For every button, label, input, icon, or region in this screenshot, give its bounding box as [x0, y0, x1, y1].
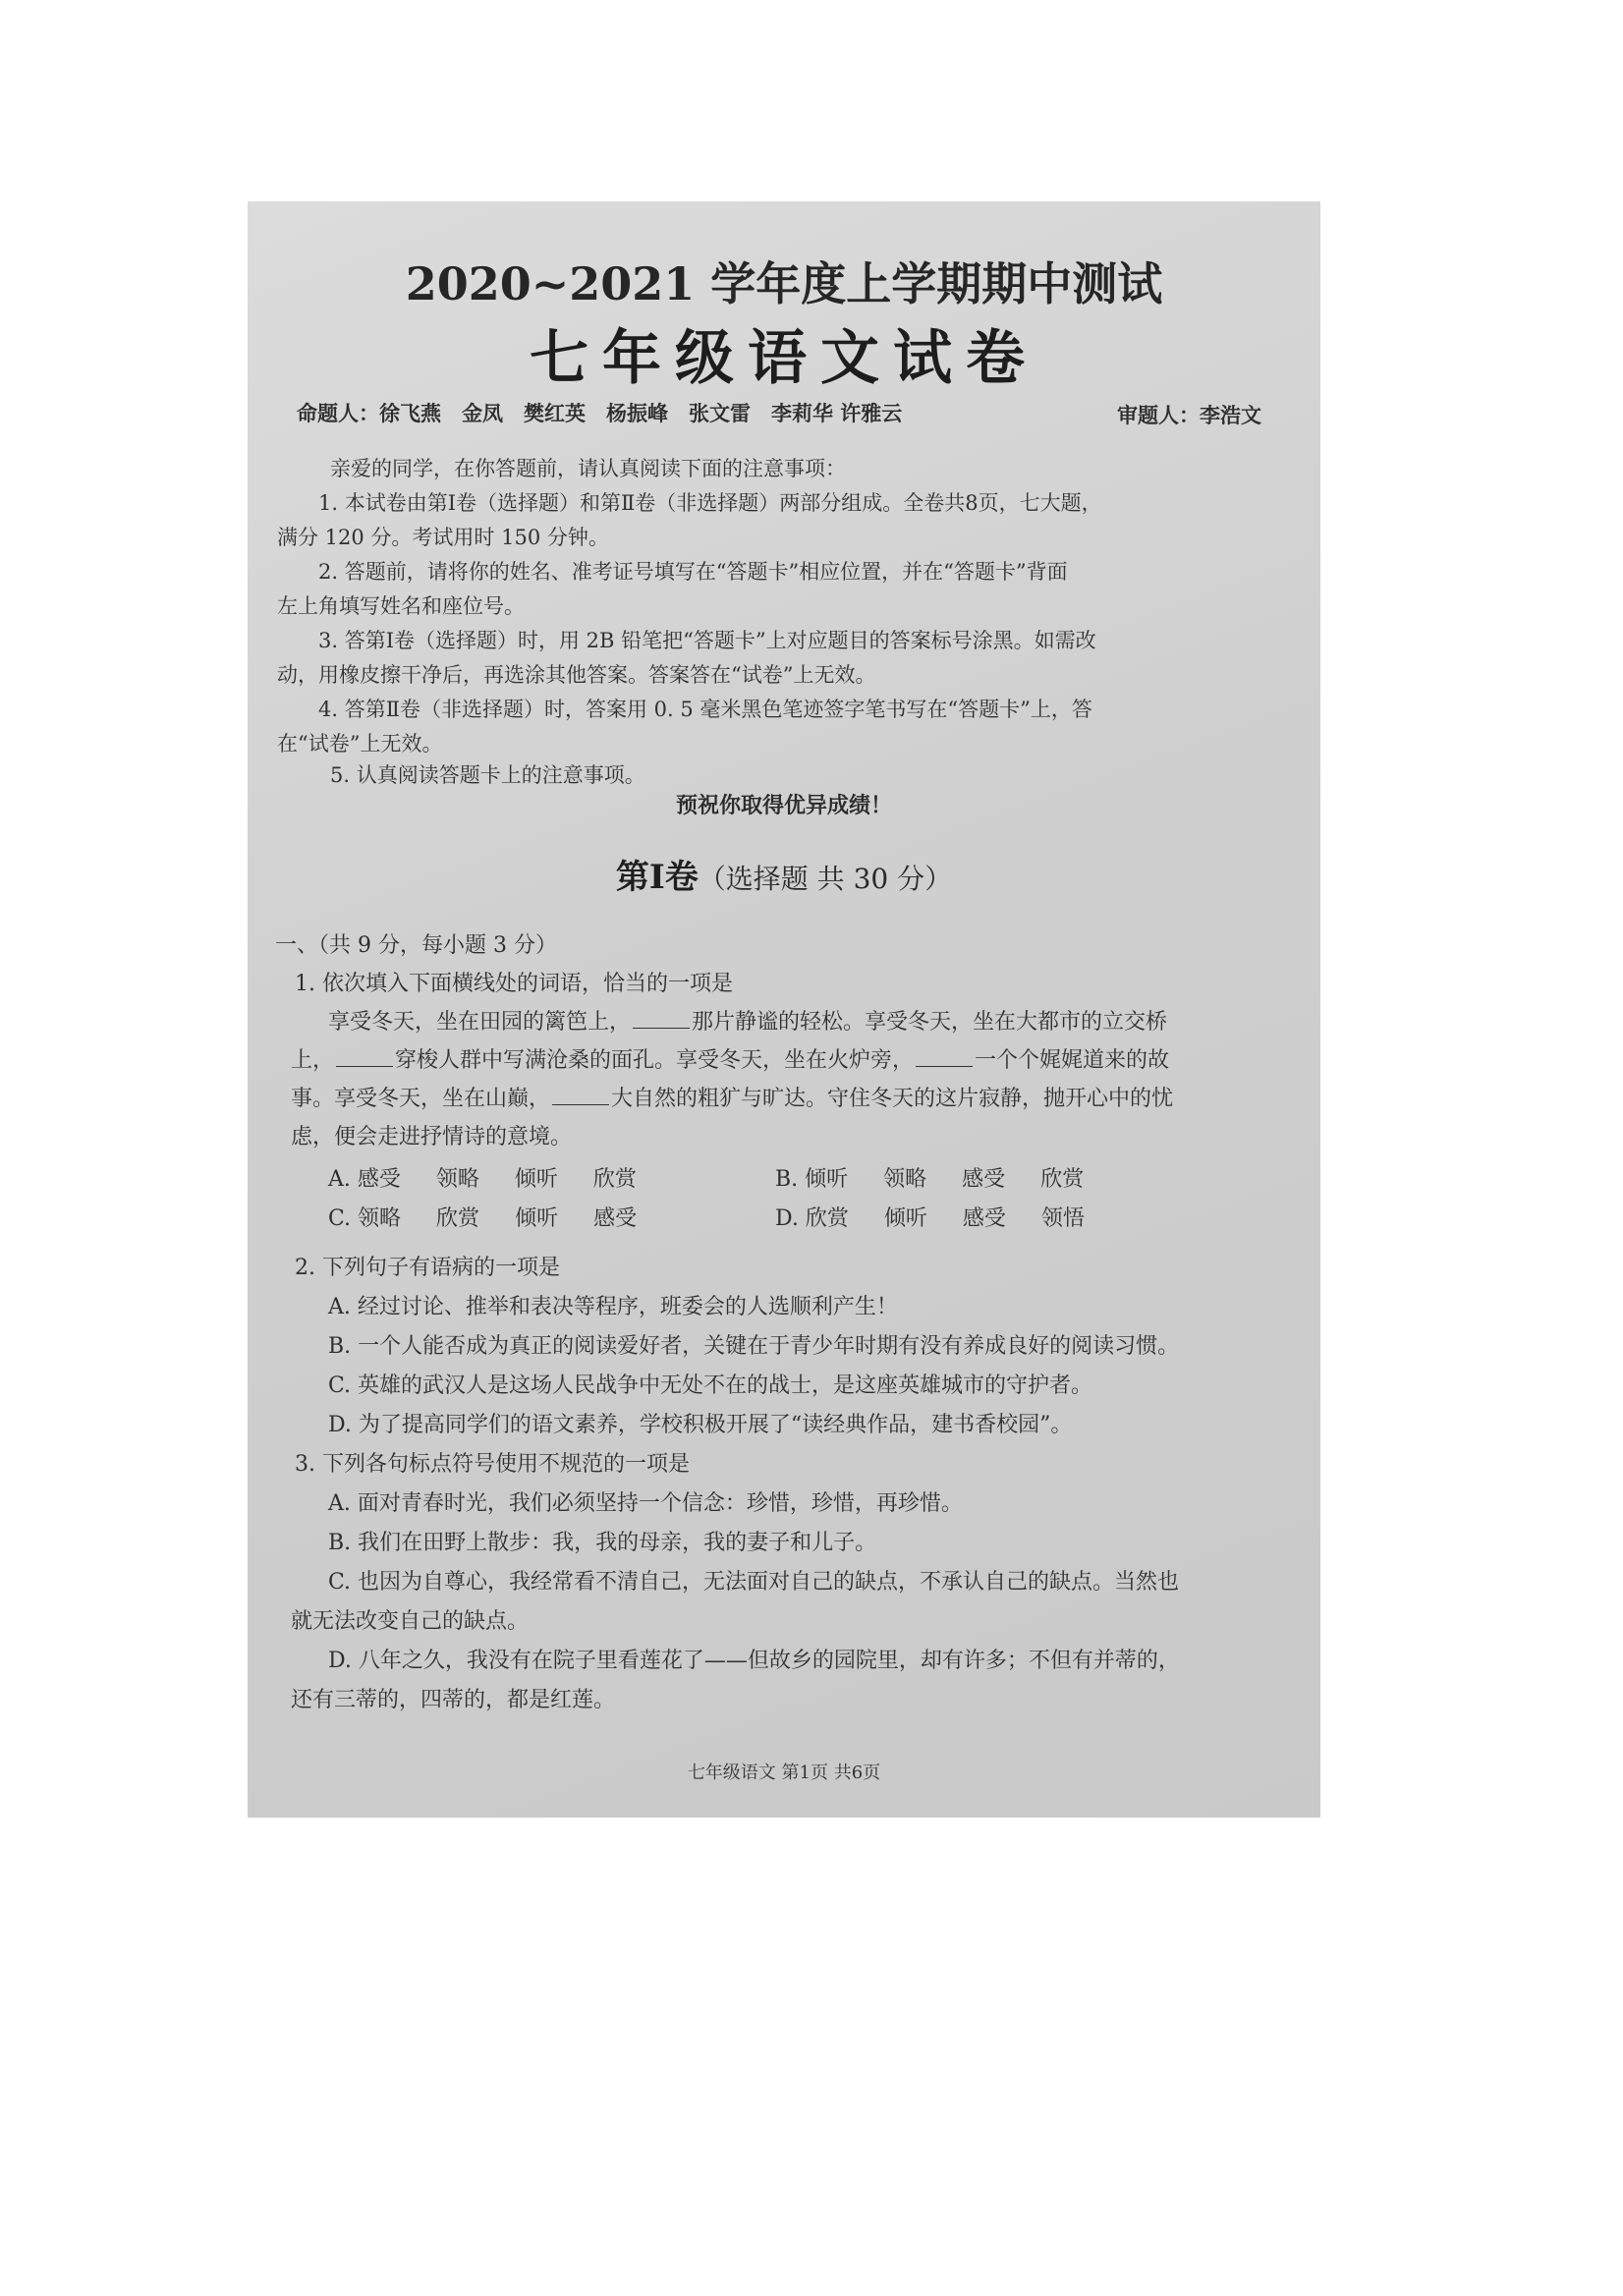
q1-passage-line-2	[291, 1043, 1169, 1074]
q3-option-d: D. 八年之久，我没有在院子里看莲花了——但故乡的园院里，却有许多；不但有并蒂的，	[328, 1649, 1180, 1673]
option-word: 欣赏	[1040, 1167, 1085, 1192]
option-word: 倾听	[514, 1167, 558, 1192]
option-word: 感受	[962, 1167, 1006, 1192]
option-word: 欣赏	[436, 1206, 480, 1231]
q1-option-c	[328, 1202, 672, 1232]
option-word: D. 欣赏	[775, 1206, 849, 1231]
notice-item-4-cont: 在“试卷”上无效。	[277, 732, 443, 756]
q2-option-b: B. 一个人能否成为真正的阅读爱好者，关键在于青少年时期有没有养成良好的阅读习惯。	[328, 1334, 1180, 1359]
q1-passage-text: 那片静谧的轻松。享受冬天，坐在大都市的立交桥	[692, 1010, 1168, 1035]
fill-blank-2	[336, 1065, 393, 1067]
q1-passage-text: 穿梭人群中写满沧桑的面孔。享受冬天，坐在火炉旁，	[395, 1048, 915, 1073]
section-title-sub: （选择题 共 30 分）	[698, 863, 953, 895]
option-word: C. 领略	[328, 1206, 402, 1231]
fill-blank-1	[633, 1027, 690, 1029]
q1-passage-text: 享受冬天，坐在田园的篱笆上，	[328, 1010, 632, 1035]
q1-passage-line-3	[291, 1082, 1173, 1112]
exam-page-photo	[248, 201, 1320, 1818]
q1-option-d	[775, 1202, 1120, 1232]
option-word: 倾听	[515, 1206, 559, 1231]
section-title	[248, 850, 1320, 898]
q1-stem: 1. 依次填入下面横线处的词语，恰当的一项是	[295, 972, 733, 996]
q3-option-a: A. 面对青春时光，我们必须坚持一个信念：珍惜，珍惜，再珍惜。	[328, 1491, 963, 1516]
q3-option-d-cont: 还有三蒂的，四蒂的，都是红莲。	[291, 1688, 616, 1712]
exam-main-title: 七年级语文试卷	[530, 324, 1038, 393]
option-word: 感受	[593, 1206, 638, 1231]
q3-option-b: B. 我们在田野上散步：我，我的母亲，我的妻子和儿子。	[328, 1531, 877, 1555]
option-word: 领悟	[1040, 1206, 1085, 1231]
authors-line: 命题人：徐飞燕 金凤 樊红英 杨振峰 张文雷 李莉华 许雅云	[297, 402, 903, 425]
q3-option-c-cont: 就无法改变自己的缺点。	[291, 1609, 530, 1634]
q2-option-c: C. 英雄的武汉人是这场人民战争中无处不在的战士，是这座英雄城市的守护者。	[328, 1373, 1093, 1398]
section-title-main: 第Ⅰ卷	[615, 858, 699, 897]
option-word: 领略	[883, 1167, 927, 1192]
q1-option-a	[328, 1162, 672, 1193]
good-luck-wish: 预祝你取得优异成绩！	[675, 793, 892, 818]
notice-item-1-cont: 满分 120 分。考试用时 150 分钟。	[277, 526, 609, 549]
option-word: A. 感受	[328, 1167, 401, 1192]
q1-passage-text: 上，	[291, 1048, 335, 1073]
q1-passage-text: 一个个娓娓道来的故	[975, 1048, 1170, 1073]
notice-item-1: 1. 本试卷由第Ⅰ卷（选择题）和第Ⅱ卷（非选择题）两部分组成。全卷共8页，七大题，	[318, 491, 1102, 515]
notice-item-2: 2. 答题前，请将你的姓名、准考证号填写在“答题卡”相应位置，并在“答题卡”背面	[318, 560, 1068, 584]
q1-passage-line-4: 虑，便会走进抒情诗的意境。	[291, 1125, 573, 1149]
q1-option-b	[775, 1162, 1119, 1193]
q1-passage-line-1	[328, 1005, 1167, 1036]
notice-item-4: 4. 答第Ⅱ卷（非选择题）时，答案用 0. 5 毫米黑色笔迹签字笔书写在“答题卡”上，答	[318, 698, 1092, 721]
q3-stem: 3. 下列各句标点符号使用不规范的一项是	[295, 1452, 690, 1477]
q2-stem: 2. 下列句子有语病的一项是	[295, 1256, 560, 1280]
q1-passage-text: 事。享受冬天，坐在山巅，	[291, 1087, 551, 1111]
notice-item-3-cont: 动，用橡皮擦干净后，再选涂其他答案。答案答在“试卷”上无效。	[277, 663, 876, 687]
q1-passage-text: 大自然的粗犷与旷达。守住冬天的这片寂静，抛开心中的忧	[611, 1087, 1174, 1111]
option-word: 感受	[962, 1206, 1006, 1231]
reviewer-line: 审题人：李浩文	[1117, 404, 1261, 427]
fill-blank-4	[552, 1103, 609, 1105]
option-word: B. 倾听	[775, 1167, 849, 1192]
fill-blank-3	[916, 1065, 973, 1067]
q2-option-a: A. 经过讨论、推举和表决等程序，班委会的人选顺利产生！	[328, 1295, 898, 1319]
part1-heading: 一、（共 9 分，每小题 3 分）	[275, 933, 557, 958]
notice-item-2-cont: 左上角填写姓名和座位号。	[277, 594, 525, 618]
notice-item-3: 3. 答第Ⅰ卷（选择题）时，用 2B 铅笔把“答题卡”上对应题目的答案标号涂黑。如需改	[318, 629, 1096, 652]
page-footer: 七年级语文 第1页 共6页	[687, 1763, 881, 1783]
option-word: 欣赏	[592, 1167, 637, 1192]
option-word: 领略	[435, 1167, 479, 1192]
option-word: 倾听	[883, 1206, 927, 1231]
q3-option-c: C. 也因为自尊心，我经常看不清自己，无法面对自己的缺点，不承认自己的缺点。当然也	[328, 1570, 1180, 1595]
exam-year-title: 2020~2021 学年度上学期期中测试	[405, 257, 1163, 310]
notice-item-5: 5. 认真阅读答题卡上的注意事项。	[330, 763, 645, 787]
q2-option-d: D. 为了提高同学们的语文素养，学校积极开展了“读经典作品，建书香校园”。	[328, 1413, 1073, 1437]
notice-intro: 亲爱的同学，在你答题前，请认真阅读下面的注意事项：	[330, 457, 846, 480]
